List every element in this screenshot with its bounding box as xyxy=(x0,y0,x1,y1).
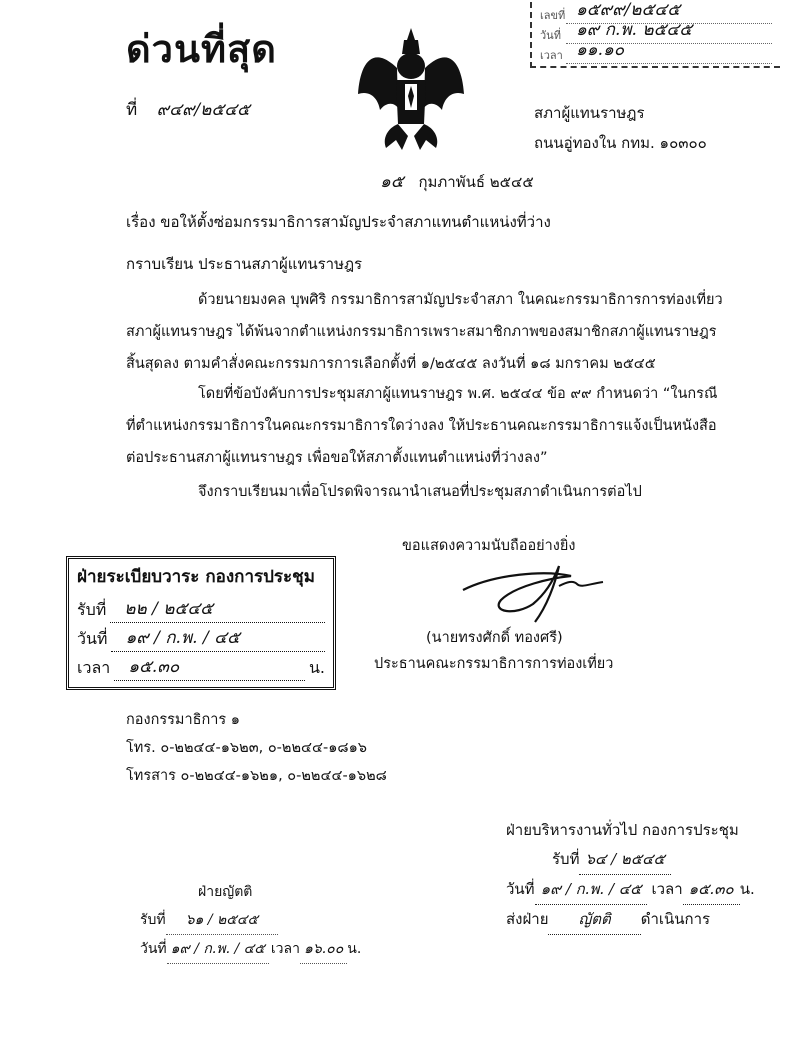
letter-date-day: ๑๕ xyxy=(380,172,404,192)
closing-regards: ขอแสดงความนับถืออย่างยิ่ง xyxy=(402,538,576,554)
motion-section-time-label: เวลา xyxy=(270,941,300,957)
body-paragraph-3: จึงกราบเรียนมาเพื่อโปรดพิจารณานำเสนอที่ประชุมสภาดำเนินการต่อไป xyxy=(198,484,642,500)
registry-date-value: ๑๙ / ก.พ. / ๔๕ xyxy=(111,624,325,652)
registry-title: ฝ่ายระเบียบวาระ กองการประชุม xyxy=(77,567,315,587)
motion-section-time-value: ๑๖.๐๐ xyxy=(300,935,347,964)
general-admin-received-label: รับที่ xyxy=(552,850,580,868)
motion-section-received-value: ๖๑ / ๒๕๔๕ xyxy=(166,906,278,935)
subject-line: เรื่อง ขอให้ตั้งซ่อมกรรมาธิการสามัญประจำสภาแทนตำแหน่งที่ว่าง xyxy=(126,213,551,231)
body-paragraph-2: โดยที่ข้อบังคับการประชุมสภาผู้แทนราษฎร พ.ศ. ๒๕๔๔ ข้อ ๙๙ กำหนดว่า “ในกรณีที่ตำแหน่งกรรมาธิการในคณะกรรมาธิการใดว่างลง ให้ประธานคณะกรรมาธิการแจ้งเป็นหนังสือต่อประธานสภาผู้แทนราษฎร เพื่อขอให้สภาตั้งแทนตำแหน่งที่ว่างลง” xyxy=(126,386,718,466)
registry-date-row xyxy=(77,623,325,652)
contact-department: กองกรรมาธิการ ๑ xyxy=(126,712,240,728)
general-admin-title: ฝ่ายบริหารงานทั่วไป กองการประชุม xyxy=(506,821,739,839)
general-admin-time-value: ๑๕.๓๐ xyxy=(683,875,740,905)
registry-time-unit: น. xyxy=(308,658,325,677)
motion-section-date-label: วันที่ xyxy=(140,941,167,957)
motion-section-received-row xyxy=(140,906,380,935)
body-paragraph-1: ด้วยนายมงคล บุพศิริ กรรมาธิการสามัญประจำสภา ในคณะกรรมาธิการการท่องเที่ยว สภาผู้แทนราษฎร ได้พ้นจากตำแหน่งกรรมาธิการเพราะสมาชิกภาพของสมาชิกสภาผู้แทนราษฎร สิ้นสุดลง ตามคำสั่งคณะกรรมการการเลือกตั้งที่ ๑/๒๕๔๕ ลงวันที่ ๑๘ มกราคม ๒๕๔๕ xyxy=(126,292,723,372)
general-admin-date-value: ๑๙ / ก.พ. / ๔๕ xyxy=(535,875,648,905)
signer-title: ประธานคณะกรรมาธิการการท่องเที่ยว xyxy=(374,656,614,672)
stamp-top-value: ๑๕๙๙/๒๕๔๕ xyxy=(566,0,772,24)
registry-time-row xyxy=(77,652,325,681)
general-admin-send-row xyxy=(506,905,766,935)
salutation-line: กราบเรียน ประธานสภาผู้แทนราษฎร xyxy=(126,255,363,273)
motion-section-time-unit: น. xyxy=(347,941,362,957)
letter-date xyxy=(380,168,534,195)
organization-name: สภาผู้แทนราษฎร xyxy=(534,104,645,122)
registry-received-row xyxy=(77,594,325,623)
general-admin-send-label: ส่งฝ่าย xyxy=(506,910,549,928)
stamp-top-row xyxy=(540,40,772,64)
registry-date-label: วันที่ xyxy=(77,629,108,648)
general-admin-time-unit: น. xyxy=(739,880,755,898)
reference-line xyxy=(126,96,250,123)
garuda-emblem-icon xyxy=(352,24,470,156)
organization-address: ถนนอู่ทองใน กทม. ๑๐๓๐๐ xyxy=(534,134,707,152)
general-admin-action: ดำเนินการ xyxy=(640,910,711,928)
reference-prefix: ที่ xyxy=(126,100,138,120)
general-admin-date-label: วันที่ xyxy=(506,880,535,898)
general-admin-send-value: ญัตติ xyxy=(548,905,640,935)
registry-time-value: ๑๕.๓๐ xyxy=(114,653,305,681)
registry-received-label: รับที่ xyxy=(77,600,107,619)
registry-received-value: ๒๒ / ๒๕๔๕ xyxy=(110,595,325,623)
receiving-stamp-top xyxy=(530,2,780,68)
registry-stamp-box xyxy=(66,556,336,690)
stamp-top-value: ๑๑.๑๐ xyxy=(566,36,772,64)
letter-date-month-year: กุมภาพันธ์ ๒๕๔๕ xyxy=(418,173,534,191)
motion-section-title: ฝ่ายญัตติ xyxy=(198,884,253,900)
general-admin-date-row xyxy=(506,875,766,905)
reference-number: ๙๔๙/๒๕๔๕ xyxy=(156,100,250,120)
general-admin-received-value: ๖๔ / ๒๕๔๕ xyxy=(579,845,670,875)
motion-section-date-row xyxy=(140,935,380,964)
general-admin-stamp xyxy=(506,816,766,935)
stamp-top-label: วันที่ xyxy=(540,29,561,42)
motion-section-stamp xyxy=(140,878,380,964)
urgency-heading: ด่วนที่สุด xyxy=(126,27,277,71)
sender-address xyxy=(534,98,707,158)
motion-section-received-label: รับที่ xyxy=(140,912,166,928)
motion-section-date-value: ๑๙ / ก.พ. / ๔๕ xyxy=(167,935,269,964)
registry-time-label: เวลา xyxy=(77,658,111,677)
signer-name: (นายทรงศักดิ์ ทองศรี) xyxy=(426,630,563,646)
stamp-top-value: ๑๙ ก.พ. ๒๕๔๕ xyxy=(566,16,772,44)
stamp-top-label: เวลา xyxy=(540,49,563,62)
contact-fax: โทรสาร ๐-๒๒๔๔-๑๖๒๑, ๐-๒๒๔๔-๑๖๒๘ xyxy=(126,768,387,784)
stamp-top-label: เลขที่ xyxy=(540,9,566,22)
general-admin-received-row xyxy=(506,845,766,875)
contact-phone: โทร. ๐-๒๒๔๔-๑๖๒๓, ๐-๒๒๔๔-๑๘๑๖ xyxy=(126,740,368,756)
handwritten-signature-icon xyxy=(455,556,605,628)
general-admin-time-label: เวลา xyxy=(651,880,683,898)
